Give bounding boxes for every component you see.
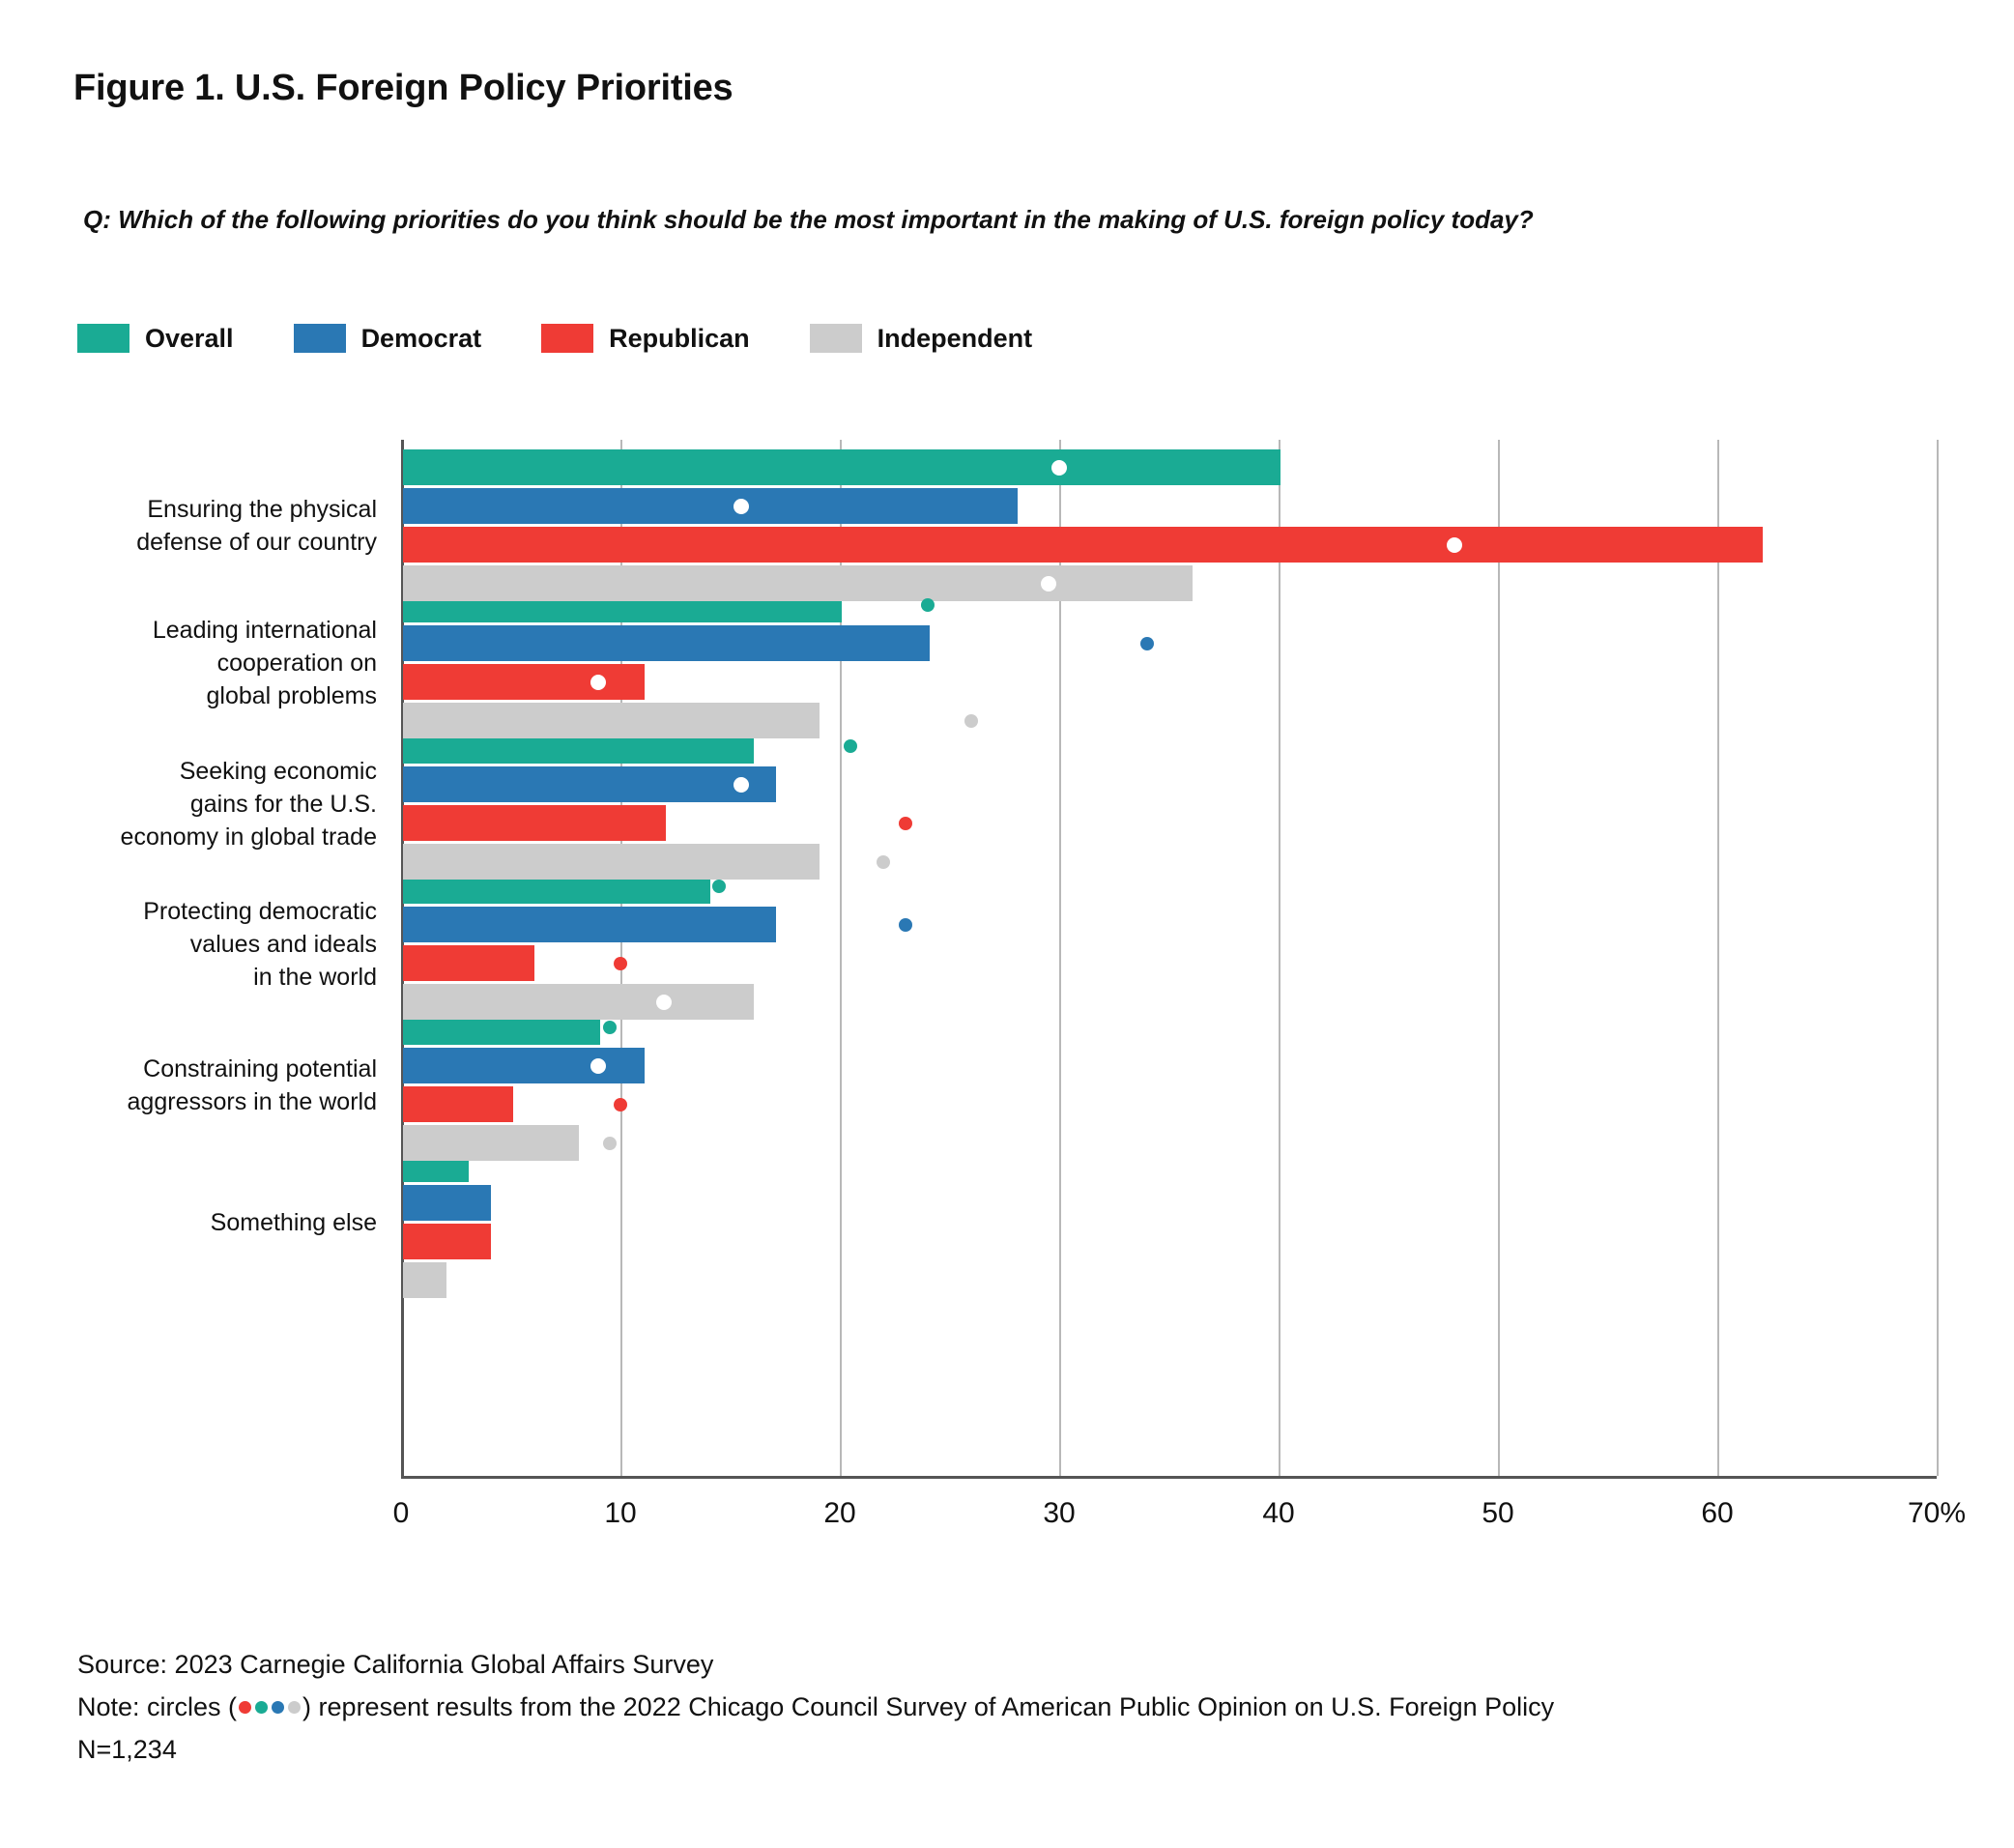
chart-question: Q: Which of the following priorities do you think should be the most important in the making of U.S. foreign policy today? (83, 205, 1534, 234)
legend-swatch-republican (541, 324, 593, 353)
bar (403, 1086, 513, 1122)
chart-legend (77, 319, 1092, 358)
page-title: Figure 1. U.S. Foreign Policy Priorities (73, 68, 734, 108)
gridline-70 (1937, 440, 1939, 1476)
note-dot-overall (255, 1701, 268, 1714)
note-dot-democrat (272, 1701, 284, 1714)
reference-dot (590, 1058, 606, 1074)
bar (403, 703, 820, 738)
bar (403, 625, 930, 661)
x-tick-label-20: 20 (823, 1497, 856, 1529)
reference-dot (921, 598, 935, 612)
legend-item-democrat (294, 324, 482, 354)
category-label: Leading international cooperation on global problems (152, 616, 377, 709)
bar (403, 844, 820, 880)
reference-dot (844, 739, 857, 753)
reference-dot (1447, 537, 1462, 553)
category-label: Ensuring the physical defense of our country (136, 495, 377, 556)
reference-dot (899, 817, 912, 830)
reference-dot (603, 1137, 617, 1150)
reference-dot (1140, 637, 1154, 650)
reference-dot (1041, 576, 1056, 592)
reference-dot (877, 855, 890, 869)
note-text-after: ) represent results from the 2022 Chicago Council Survey of American Public Opinion on U.S. Foreign Policy (302, 1692, 1555, 1721)
legend-item-overall (77, 324, 234, 354)
bar (403, 945, 534, 981)
source-note: Source: 2023 Carnegie California Global Affairs Survey (77, 1650, 714, 1679)
legend-item-independent (810, 324, 1033, 354)
legend-label-democrat: Democrat (360, 323, 482, 353)
bar (403, 664, 645, 700)
bar (403, 527, 1763, 563)
x-tick-label-70: 70% (1907, 1497, 1967, 1529)
bar (403, 766, 776, 802)
methodology-note (77, 1686, 1554, 1728)
reference-dot (1051, 460, 1067, 476)
x-tick-label-40: 40 (1262, 1497, 1295, 1529)
bar (403, 1185, 491, 1221)
legend-swatch-overall (77, 324, 129, 353)
legend-swatch-democrat (294, 324, 346, 353)
bar (403, 1048, 645, 1083)
reference-dot (590, 675, 606, 690)
bar (403, 449, 1280, 485)
category-label: Constraining potential aggressors in the world (127, 1054, 377, 1115)
reference-dot (614, 1098, 627, 1112)
reference-dot (603, 1021, 617, 1034)
bar (403, 488, 1018, 524)
legend-swatch-independent (810, 324, 862, 353)
reference-dot (734, 499, 749, 514)
x-axis-line (401, 1476, 1937, 1479)
bar (403, 984, 754, 1020)
bar (403, 565, 1193, 601)
bar (403, 1125, 579, 1161)
x-tick-label-30: 30 (1043, 1497, 1076, 1529)
legend-label-overall: Overall (145, 323, 234, 353)
sample-size: N=1,234 (77, 1735, 177, 1764)
reference-dot (656, 995, 672, 1010)
gridline-40 (1279, 440, 1280, 1476)
legend-label-republican: Republican (609, 323, 750, 353)
note-dot-republican (239, 1701, 251, 1714)
reference-dot (712, 880, 726, 893)
plot-area (392, 440, 1967, 1529)
x-tick-label-0: 0 (392, 1497, 410, 1529)
bar (403, 1224, 491, 1259)
note-text-before: Note: circles ( (77, 1692, 238, 1721)
category-label: Seeking economic gains for the U.S. economy in global trade (120, 757, 377, 851)
gridline-60 (1717, 440, 1719, 1476)
bar (403, 805, 666, 841)
reference-dot (734, 777, 749, 793)
note-dot-independent (288, 1701, 301, 1714)
x-tick-label-50: 50 (1482, 1497, 1514, 1529)
reference-dot (614, 957, 627, 970)
gridline-50 (1498, 440, 1500, 1476)
x-tick-label-60: 60 (1701, 1497, 1734, 1529)
reference-dot (899, 918, 912, 932)
legend-label-independent: Independent (877, 323, 1033, 353)
legend-item-republican (541, 324, 750, 354)
category-label: Protecting democratic values and ideals in the world (143, 897, 377, 991)
category-label: Something else (210, 1208, 377, 1236)
bar (403, 907, 776, 942)
reference-dot (964, 714, 978, 728)
bar (403, 1262, 446, 1298)
x-tick-label-10: 10 (604, 1497, 637, 1529)
